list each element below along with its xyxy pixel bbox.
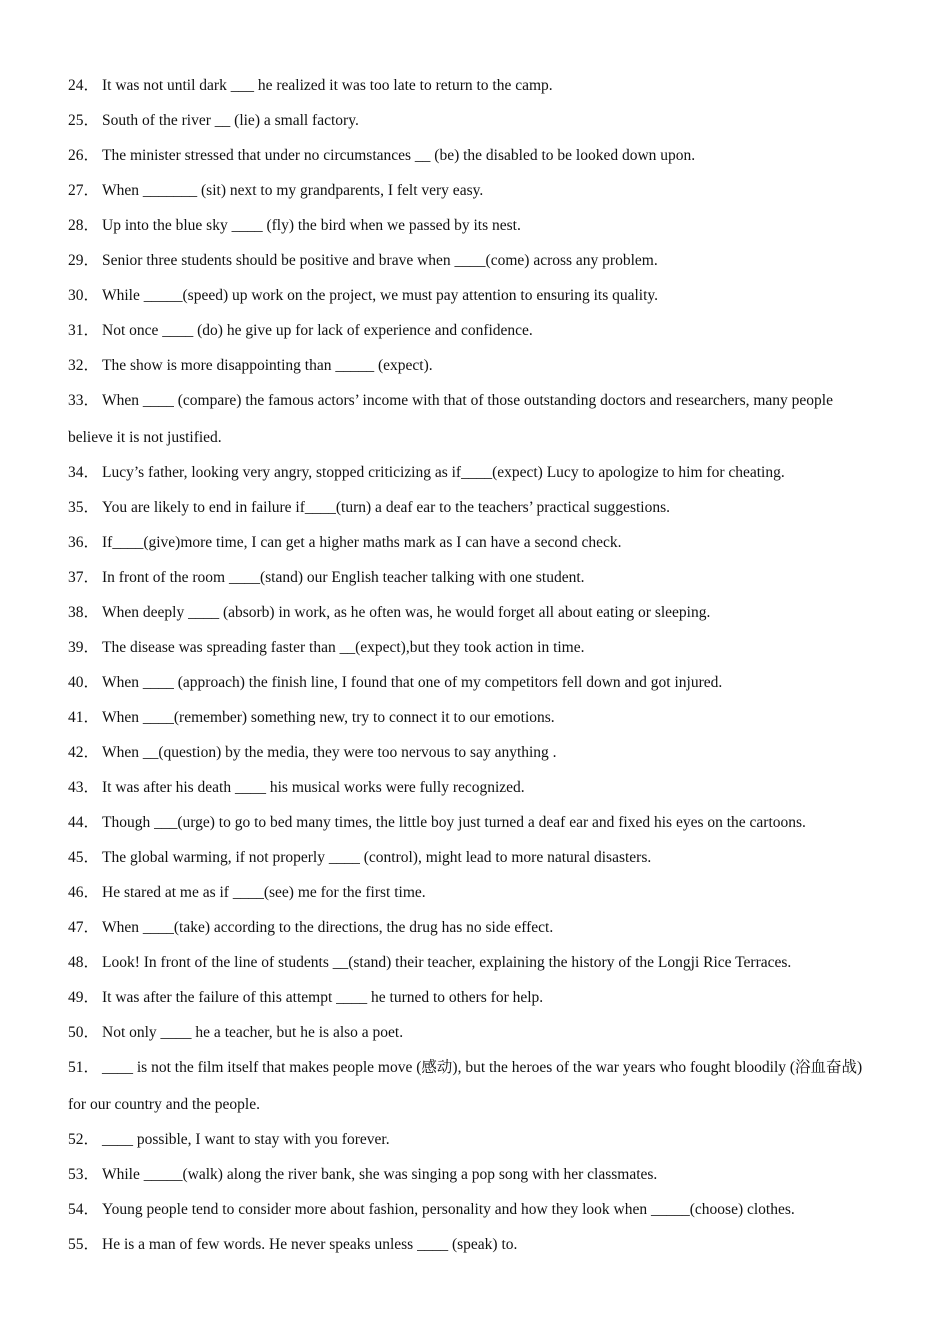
question-36 [68, 531, 880, 554]
question-46 [68, 881, 880, 904]
question-32 [68, 354, 880, 377]
question-number: 26． [68, 147, 100, 164]
question-38 [68, 601, 880, 624]
question-53 [68, 1163, 880, 1186]
question-number: 25． [68, 112, 100, 129]
question-text: The minister stressed that under no circumstances __ (be) the disabled to be looked down upon. [102, 147, 696, 164]
question-29 [68, 249, 880, 272]
question-list [68, 74, 880, 1268]
question-54 [68, 1198, 880, 1221]
question-text: While _____(walk) along the river bank, she was singing a pop song with her classmates. [102, 1166, 658, 1183]
question-40 [68, 671, 880, 694]
question-text: While _____(speed) up work on the project, we must pay attention to ensuring its quality. [102, 287, 659, 304]
question-text: When deeply ____ (absorb) in work, as he often was, he would forget all about eating or sleeping. [102, 604, 711, 621]
question-number: 38． [68, 604, 100, 621]
question-text: When ____(take) according to the directions, the drug has no side effect. [102, 919, 554, 936]
question-number: 24． [68, 77, 100, 94]
question-44 [68, 811, 880, 834]
question-text: Senior three students should be positive and brave when ____(come) across any problem. [102, 252, 658, 269]
question-text: Though ___(urge) to go to bed many times, the little boy just turned a deaf ear and fixed his eyes on the cartoons. [102, 814, 806, 831]
question-45 [68, 846, 880, 869]
question-number: 35． [68, 499, 100, 516]
question-number: 45． [68, 849, 100, 866]
question-number: 41． [68, 709, 100, 726]
question-39 [68, 636, 880, 659]
question-31 [68, 319, 880, 342]
question-text: In front of the room ____(stand) our English teacher talking with one student. [102, 569, 585, 586]
question-text: ____ is not the film itself that makes people move (感动), but the heroes of the war years who fought bloodily (浴血奋战) for our country and the people. [68, 1059, 863, 1113]
question-33 [68, 382, 880, 456]
question-text: He is a man of few words. He never speaks unless ____ (speak) to. [102, 1236, 518, 1253]
question-42 [68, 741, 880, 764]
question-number: 46． [68, 884, 100, 901]
question-text: It was after his death ____ his musical works were fully recognized. [102, 779, 525, 796]
question-number: 34． [68, 464, 100, 481]
question-28 [68, 214, 880, 237]
question-number: 54． [68, 1201, 100, 1218]
question-27 [68, 179, 880, 202]
question-number: 53． [68, 1166, 100, 1183]
question-text: The disease was spreading faster than __(expect),but they took action in time. [102, 639, 585, 656]
question-text: South of the river __ (lie) a small factory. [102, 112, 359, 129]
question-number: 55． [68, 1236, 100, 1253]
question-number: 36． [68, 534, 100, 551]
question-number: 42． [68, 744, 100, 761]
question-number: 51． [68, 1059, 100, 1076]
question-55 [68, 1233, 880, 1256]
question-text: It was after the failure of this attempt ____ he turned to others for help. [102, 989, 544, 1006]
question-number: 44． [68, 814, 100, 831]
question-number: 37． [68, 569, 100, 586]
question-number: 50． [68, 1024, 100, 1041]
question-number: 28． [68, 217, 100, 234]
question-text: If____(give)more time, I can get a higher maths mark as I can have a second check. [102, 534, 622, 551]
question-text: The show is more disappointing than _____ (expect). [102, 357, 433, 374]
question-text: When __(question) by the media, they were too nervous to say anything . [102, 744, 557, 761]
question-text: The global warming, if not properly ____ (control), might lead to more natural disasters. [102, 849, 652, 866]
question-25 [68, 109, 880, 132]
question-number: 39． [68, 639, 100, 656]
question-43 [68, 776, 880, 799]
question-text: When ____ (compare) the famous actors’ income with that of those outstanding doctors and researchers, many people believe it is not justified. [68, 392, 833, 446]
question-47 [68, 916, 880, 939]
question-number: 32． [68, 357, 100, 374]
question-30 [68, 284, 880, 307]
question-37 [68, 566, 880, 589]
question-text: Lucy’s father, looking very angry, stopped criticizing as if____(expect) Lucy to apologize to him for cheating. [102, 464, 785, 481]
question-text: Not once ____ (do) he give up for lack of experience and confidence. [102, 322, 533, 339]
question-text: Look! In front of the line of students __(stand) their teacher, explaining the history of the Longji Rice Terraces. [102, 954, 792, 971]
question-text: He stared at me as if ____(see) me for the first time. [102, 884, 426, 901]
question-text: When ____(remember) something new, try to connect it to our emotions. [102, 709, 555, 726]
question-text: Young people tend to consider more about fashion, personality and how they look when _____(choose) clothes. [102, 1201, 795, 1218]
question-number: 33． [68, 392, 100, 409]
question-52 [68, 1128, 880, 1151]
question-35 [68, 496, 880, 519]
question-number: 30． [68, 287, 100, 304]
question-number: 31． [68, 322, 100, 339]
question-number: 40． [68, 674, 100, 691]
question-41 [68, 706, 880, 729]
question-text: When ____ (approach) the finish line, I found that one of my competitors fell down and got injured. [102, 674, 723, 691]
question-text: Up into the blue sky ____ (fly) the bird when we passed by its nest. [102, 217, 521, 234]
question-text: When _______ (sit) next to my grandparents, I felt very easy. [102, 182, 484, 199]
question-24 [68, 74, 880, 97]
question-number: 27． [68, 182, 100, 199]
question-number: 49． [68, 989, 100, 1006]
question-text: Not only ____ he a teacher, but he is also a poet. [102, 1024, 404, 1041]
question-text: ____ possible, I want to stay with you forever. [102, 1131, 390, 1148]
question-number: 47． [68, 919, 100, 936]
question-50 [68, 1021, 880, 1044]
question-text: It was not until dark ___ he realized it was too late to return to the camp. [102, 77, 553, 94]
question-number: 43． [68, 779, 100, 796]
question-26 [68, 144, 880, 167]
question-49 [68, 986, 880, 1009]
question-number: 48． [68, 954, 100, 971]
question-number: 52． [68, 1131, 100, 1148]
question-48 [68, 951, 880, 974]
question-34 [68, 461, 880, 484]
question-number: 29． [68, 252, 100, 269]
question-text: You are likely to end in failure if____(turn) a deaf ear to the teachers’ practical suggestions. [102, 499, 670, 516]
question-51 [68, 1049, 880, 1123]
